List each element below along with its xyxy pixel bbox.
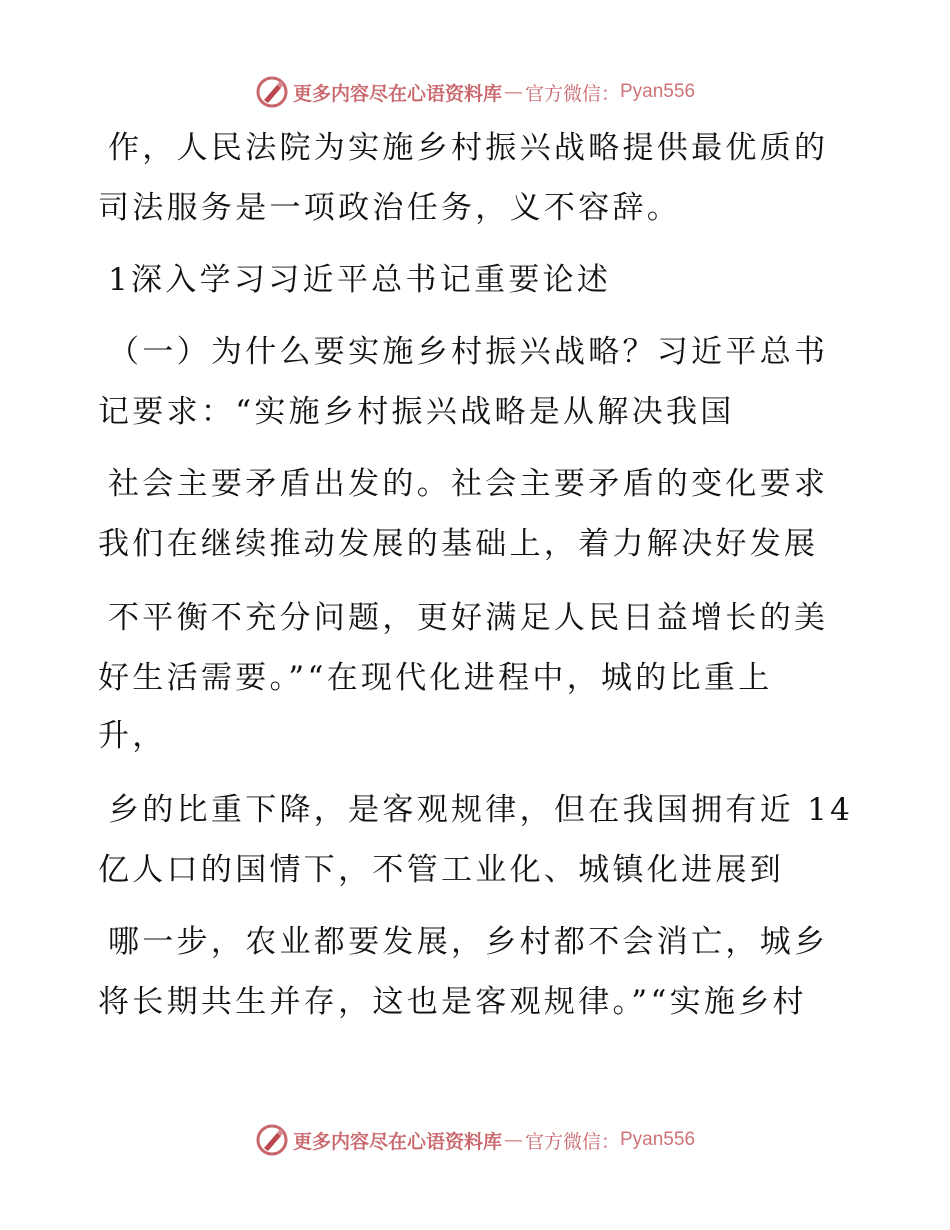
footer-watermark [0,1120,950,1160]
text-line: 记要求：“实施乡村振兴战略是从解决我国 [98,394,735,430]
pen-logo-icon [255,1123,289,1157]
text-line: 哪一步，农业都要发展，乡村都不会消亡，城乡 [108,924,829,960]
text-line: （一）为什么要实施乡村振兴战略？习近平总书 [108,334,829,370]
watermark-title: 更多内容尽在心语资料库 [292,1130,502,1153]
watermark-wechat-label: 官方微信： [524,82,620,105]
watermark-dash: — [503,81,523,103]
text-line: 我们在继续推动发展的基础上，着力解决好发展 [98,526,819,562]
watermark-dash: — [503,1129,523,1151]
watermark-title: 更多内容尽在心语资料库 [292,82,502,105]
watermark-wechat-id: Pyan556 [620,81,696,102]
watermark-wechat-label: 官方微信： [524,1130,620,1153]
text-line: 将长期共生并存，这也是客观规律。”“实施乡村 [98,984,807,1020]
text-line: 亿人口的国情下，不管工业化、城镇化进展到 [98,852,784,888]
text-line: 升， [98,718,167,754]
watermark-wechat-id: Pyan556 [620,1129,696,1150]
text-line: 社会主要矛盾出发的。社会主要矛盾的变化要求 [108,466,829,502]
text-line: 司法服务是一项政治任务，义不容辞。 [98,190,682,226]
text-line: 乡的比重下降，是客观规律，但在我国拥有近 14 [108,792,854,828]
text-line: 好生活需要。”“在现代化进程中，城的比重上 [98,660,773,696]
text-line: 不平衡不充分问题，更好满足人民日益增长的美 [108,600,829,636]
text-line: 作，人民法院为实施乡村振兴战略提供最优质的 [108,130,829,166]
section-heading: 1深入学习习近平总书记重要论述 [108,262,612,298]
